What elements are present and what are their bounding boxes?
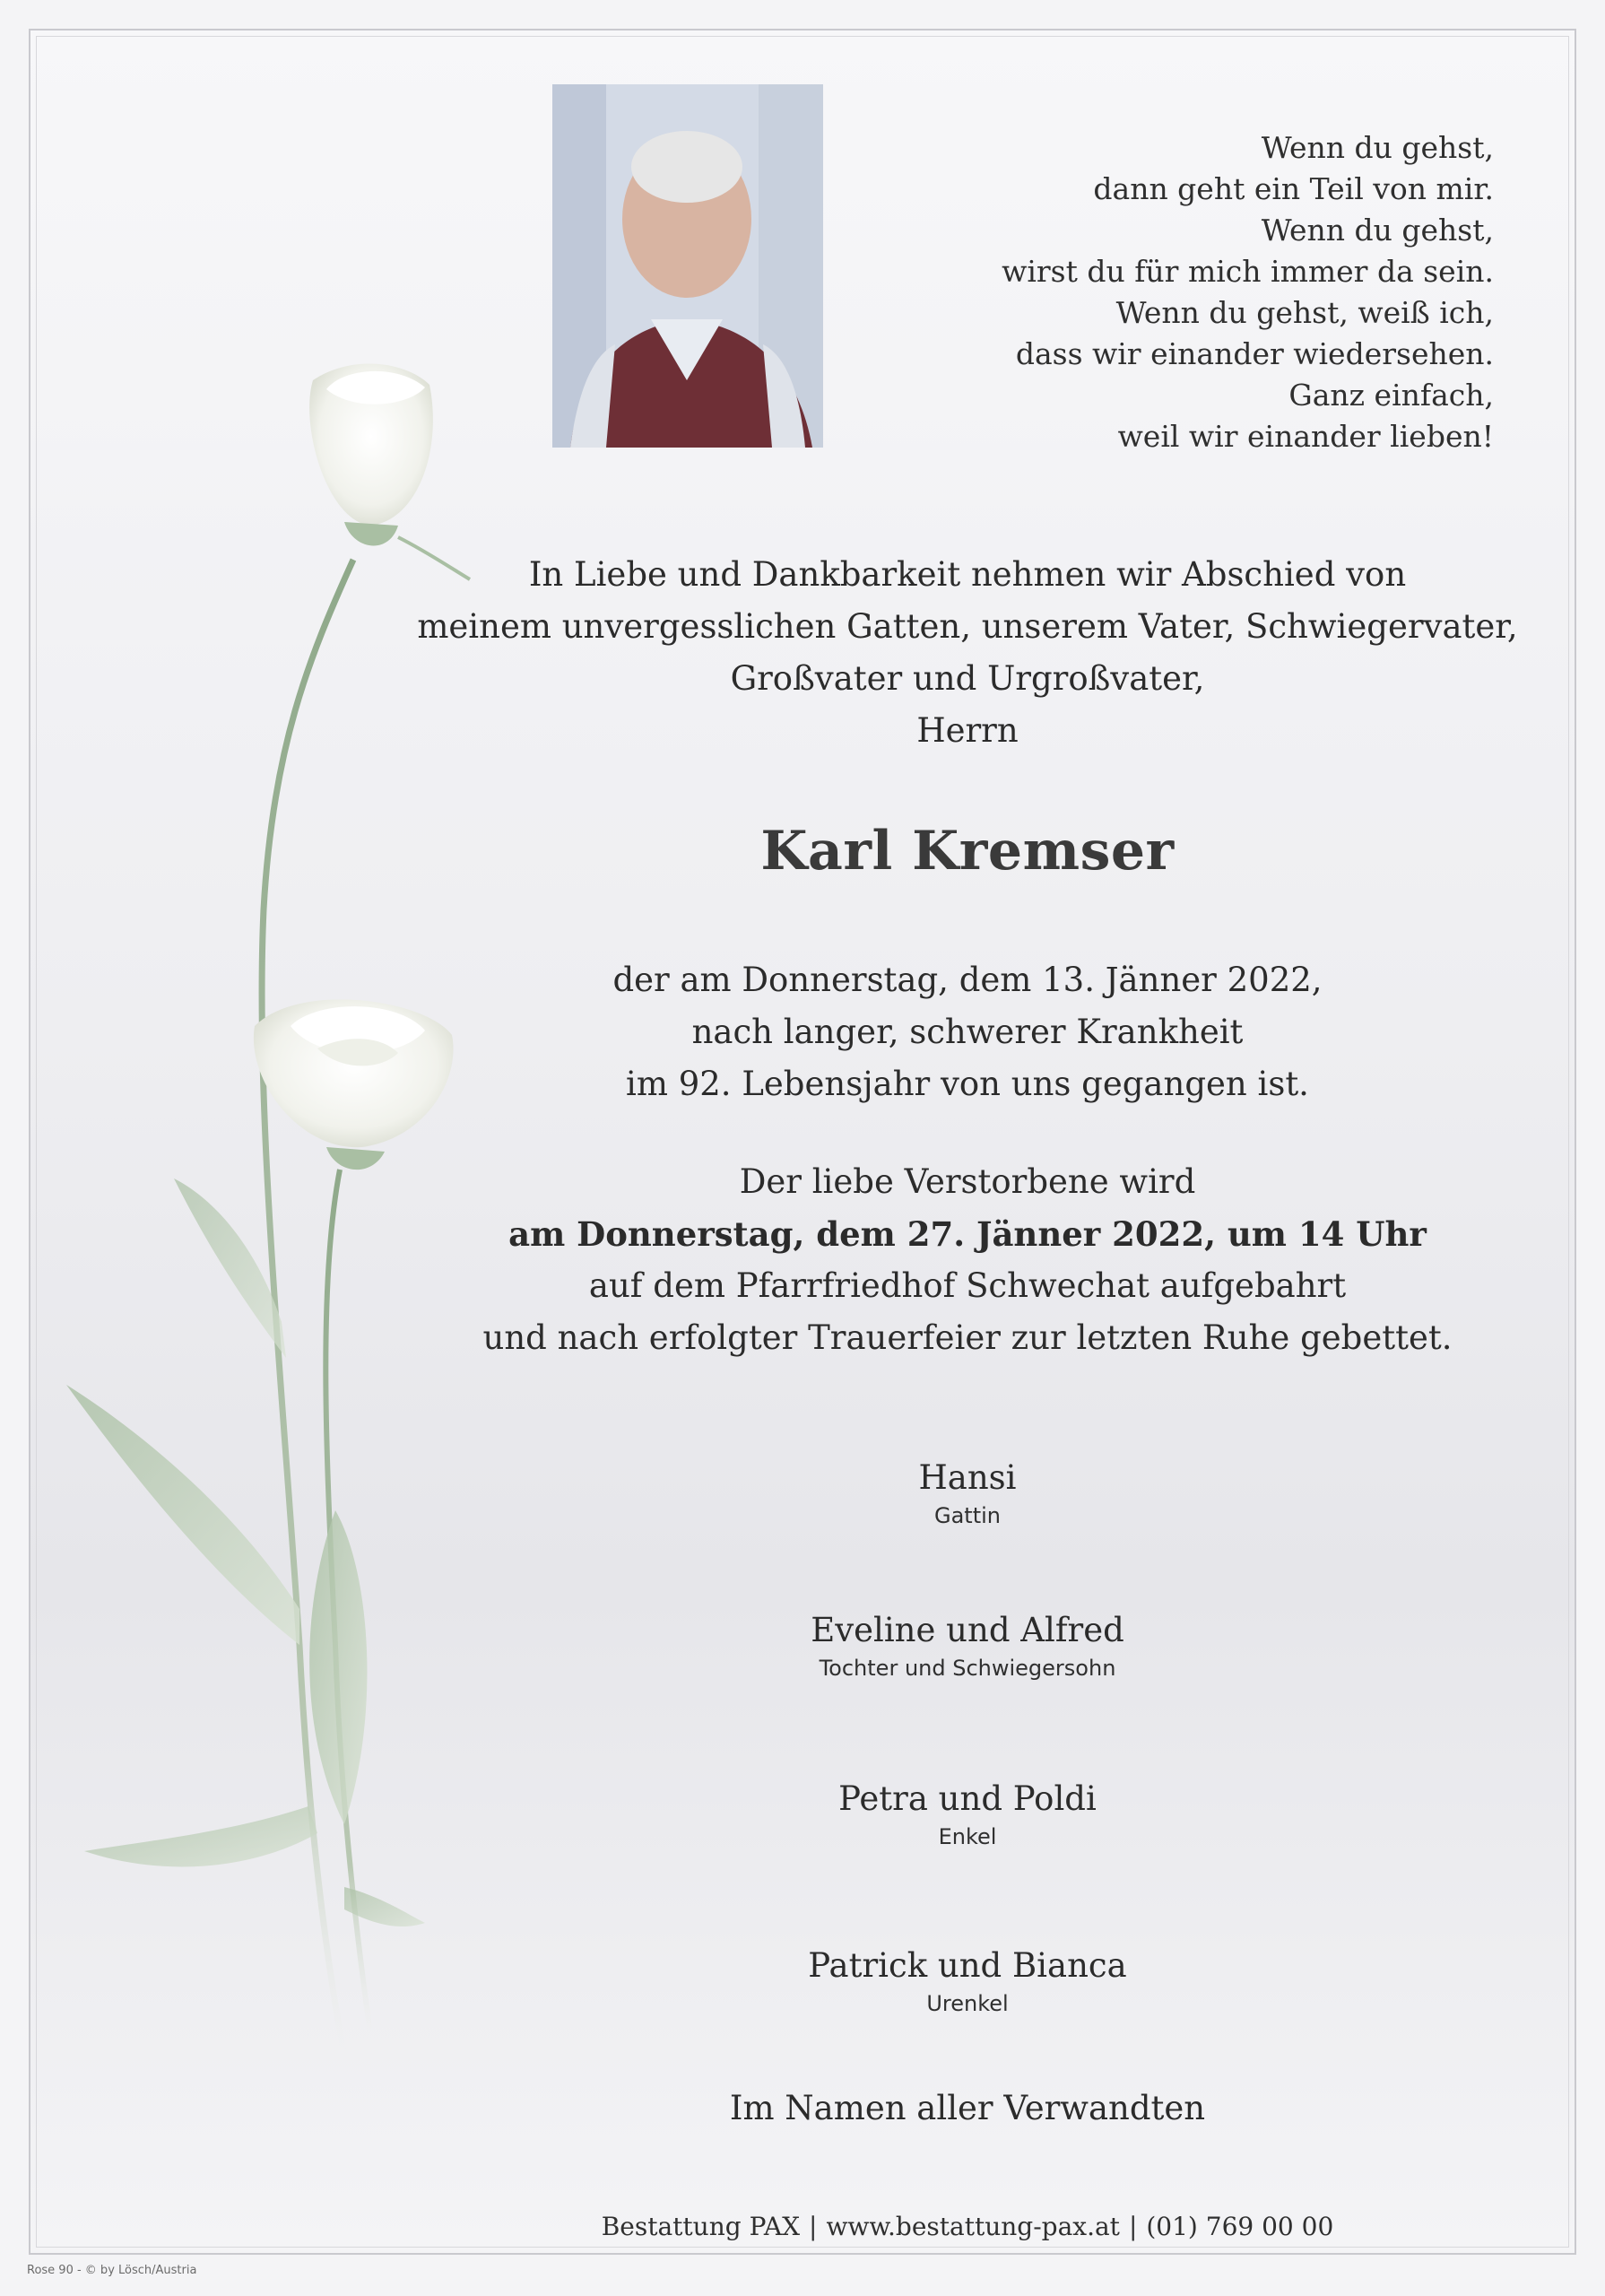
funeral-home-footer bbox=[371, 2212, 1564, 2241]
funeral-details bbox=[371, 1156, 1564, 1364]
intro-line: Herrn bbox=[916, 711, 1019, 750]
parte-card bbox=[29, 29, 1576, 2255]
funeral-line: auf dem Pfarrfriedhof Schwechat aufgebahrt bbox=[588, 1266, 1347, 1305]
intro-line: In Liebe und Dankbarkeit nehmen wir Abschied von bbox=[528, 555, 1407, 594]
footer-separator: | bbox=[1128, 2212, 1138, 2241]
mourner-name: Patrick und Bianca bbox=[808, 1946, 1127, 1985]
poem-line: wirst du für mich immer da sein. bbox=[1002, 254, 1494, 289]
funeral-line: Der liebe Verstorbene wird bbox=[739, 1162, 1196, 1201]
phone-number: (01) 769 00 00 bbox=[1146, 2212, 1334, 2241]
footer-separator: | bbox=[809, 2212, 818, 2241]
mourner-relation: Urenkel bbox=[926, 1991, 1009, 2016]
deceased-name: Karl Kremser bbox=[760, 820, 1175, 883]
poem-line: Wenn du gehst, bbox=[1261, 213, 1494, 248]
poem-verse bbox=[866, 127, 1494, 457]
poem-line: Wenn du gehst, bbox=[1261, 130, 1494, 165]
death-line: der am Donnerstag, dem 13. Jänner 2022, bbox=[612, 961, 1323, 999]
poem-line: dann geht ein Teil von mir. bbox=[1093, 171, 1494, 206]
funeral-line: und nach erfolgter Trauerfeier zur letzten Ruhe gebettet. bbox=[482, 1318, 1453, 1357]
portrait-photo bbox=[552, 84, 823, 448]
farewell-intro bbox=[371, 549, 1564, 757]
death-line: nach langer, schwerer Krankheit bbox=[691, 1013, 1244, 1051]
mourner-name: Hansi bbox=[918, 1458, 1017, 1497]
intro-line: Großvater und Urgroßvater, bbox=[730, 659, 1205, 698]
rose-top bbox=[309, 363, 470, 579]
mourner-relation: Tochter und Schwiegersohn bbox=[819, 1656, 1116, 1681]
mourner-name: Eveline und Alfred bbox=[811, 1611, 1124, 1649]
website-link[interactable]: www.bestattung-pax.at bbox=[826, 2212, 1120, 2241]
death-line: im 92. Lebensjahr von uns gegangen ist. bbox=[626, 1065, 1309, 1103]
mourner-name: Petra und Poldi bbox=[838, 1779, 1097, 1818]
white-roses-illustration bbox=[30, 30, 497, 2255]
poem-line: weil wir einander lieben! bbox=[1117, 419, 1494, 454]
mourner-relation: Gattin bbox=[933, 1503, 1001, 1528]
image-copyright: Rose 90 - © by Lösch/Austria bbox=[27, 2264, 197, 2277]
company-name: Bestattung PAX bbox=[601, 2212, 800, 2241]
mourner-relation: Enkel bbox=[938, 1824, 997, 1849]
mourner-entry bbox=[371, 1457, 1564, 1532]
death-details bbox=[371, 954, 1564, 1110]
poem-line: Ganz einfach, bbox=[1288, 378, 1494, 413]
poem-line: dass wir einander wiedersehen. bbox=[1015, 336, 1494, 371]
mourner-entry bbox=[371, 1609, 1564, 1684]
closing-line: Im Namen aller Verwandten bbox=[729, 2089, 1206, 2127]
intro-line: meinem unvergesslichen Gatten, unserem Vater, Schwiegervater, bbox=[417, 607, 1518, 646]
mourner-entry bbox=[371, 1778, 1564, 1853]
poem-line: Wenn du gehst, weiß ich, bbox=[1115, 295, 1494, 330]
funeral-date: am Donnerstag, dem 27. Jänner 2022, um 14 Uhr bbox=[508, 1214, 1427, 1254]
mourner-entry bbox=[371, 1944, 1564, 2020]
